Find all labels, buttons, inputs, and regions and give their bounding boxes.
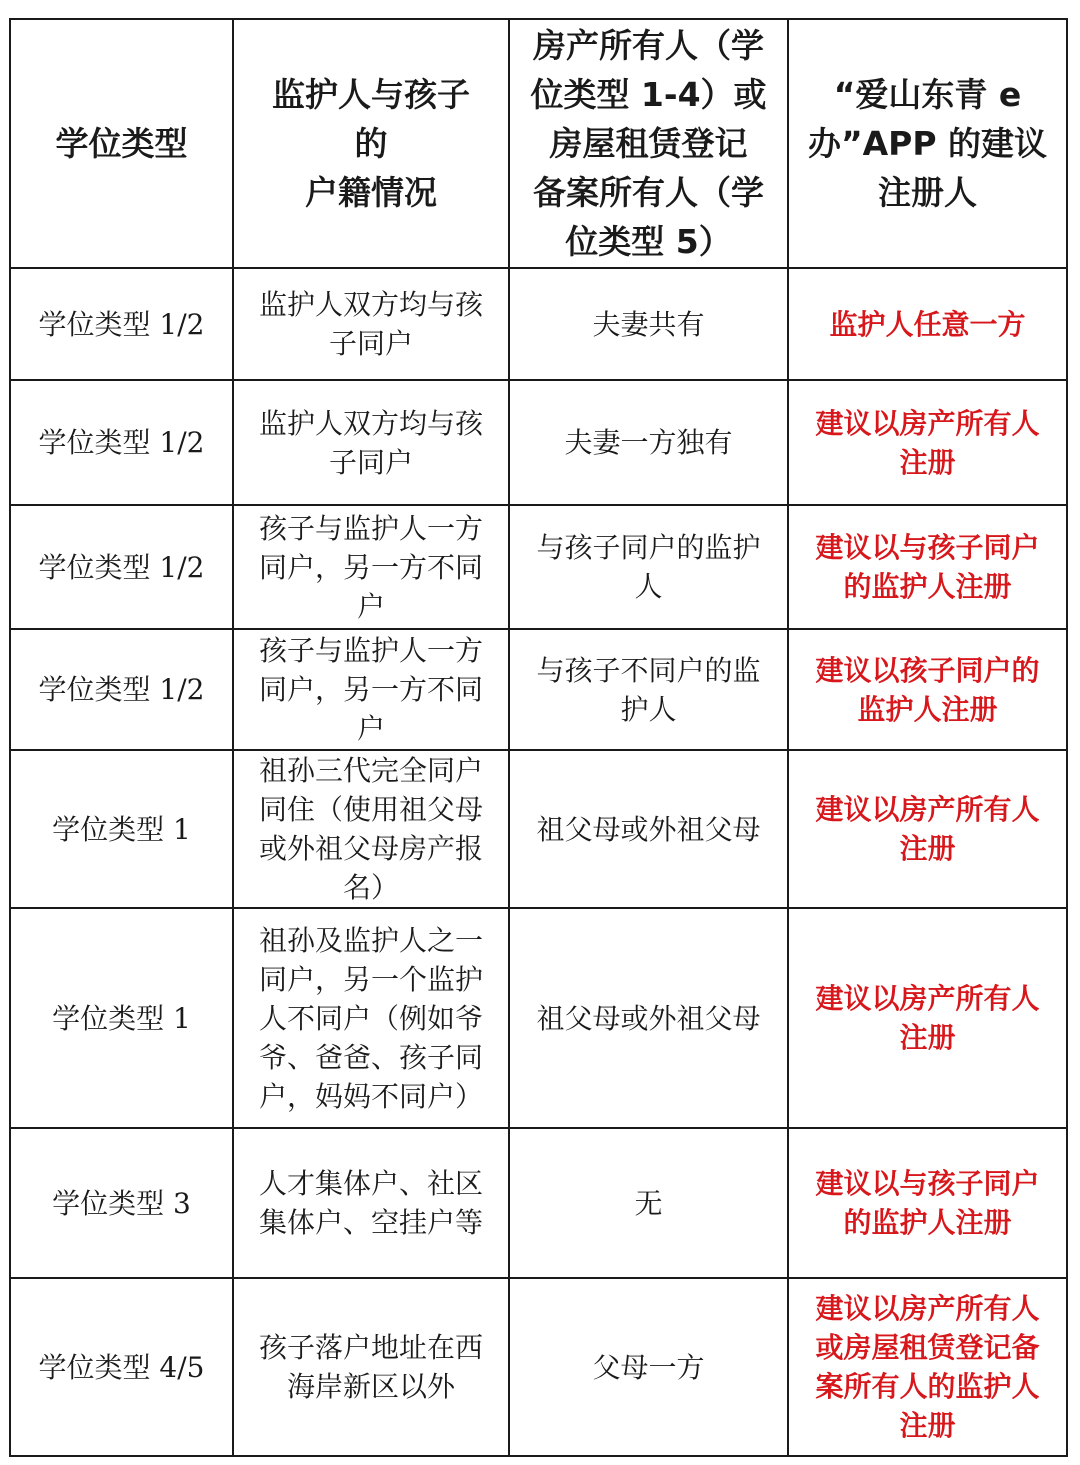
- cell-property-owner: 父母一方: [509, 1278, 788, 1456]
- cell-school-type: 学位类型 3: [10, 1128, 233, 1278]
- cell-school-type: 学位类型 1: [10, 750, 233, 908]
- cell-property-owner: 与孩子同户的监护 人: [509, 505, 788, 629]
- header-row: [10, 19, 1067, 268]
- table-row: [10, 629, 1067, 750]
- cell-household-status: 监护人双方均与孩 子同户: [233, 268, 509, 380]
- cell-school-type: 学位类型 1/2: [10, 505, 233, 629]
- cell-property-owner: 与孩子不同户的监 护人: [509, 629, 788, 750]
- cell-suggested-registrant: 建议以房产所有人 注册: [788, 750, 1067, 908]
- cell-household-status: 监护人双方均与孩 子同户: [233, 380, 509, 505]
- cell-household-status: 孩子与监护人一方 同户，另一方不同 户: [233, 629, 509, 750]
- table-row: [10, 380, 1067, 505]
- cell-property-owner: 祖父母或外祖父母: [509, 908, 788, 1128]
- cell-suggested-registrant: 建议以房产所有人 或房屋租赁登记备 案所有人的监护人 注册: [788, 1278, 1067, 1456]
- cell-household-status: 孩子与监护人一方 同户，另一方不同 户: [233, 505, 509, 629]
- cell-property-owner: 夫妻共有: [509, 268, 788, 380]
- cell-property-owner: 祖父母或外祖父母: [509, 750, 788, 908]
- cell-household-status: 人才集体户、社区 集体户、空挂户等: [233, 1128, 509, 1278]
- table-row: [10, 750, 1067, 908]
- cell-school-type: 学位类型 1/2: [10, 380, 233, 505]
- cell-household-status: 祖孙及监护人之一 同户，另一个监护 人不同户（例如爷 爷、爸爸、孩子同 户，妈妈不同户）: [233, 908, 509, 1128]
- header-property-owner: 房产所有人（学 位类型 1-4）或 房屋租赁登记 备案所有人（学 位类型 5）: [509, 19, 788, 268]
- registration-table: [9, 18, 1068, 1457]
- cell-household-status: 孩子落户地址在西 海岸新区以外: [233, 1278, 509, 1456]
- cell-school-type: 学位类型 1/2: [10, 268, 233, 380]
- cell-suggested-registrant: 建议以房产所有人 注册: [788, 380, 1067, 505]
- cell-school-type: 学位类型 1/2: [10, 629, 233, 750]
- cell-household-status: 祖孙三代完全同户 同住（使用祖父母 或外祖父母房产报 名）: [233, 750, 509, 908]
- cell-suggested-registrant: 建议以与孩子同户 的监护人注册: [788, 1128, 1067, 1278]
- cell-suggested-registrant: 监护人任意一方: [788, 268, 1067, 380]
- header-school-type: 学位类型: [10, 19, 233, 268]
- table-row: [10, 908, 1067, 1128]
- table-row: [10, 1128, 1067, 1278]
- header-suggested-registrant: “爱山东青 e 办”APP 的建议 注册人: [788, 19, 1067, 268]
- cell-property-owner: 无: [509, 1128, 788, 1278]
- cell-school-type: 学位类型 4/5: [10, 1278, 233, 1456]
- cell-suggested-registrant: 建议以房产所有人 注册: [788, 908, 1067, 1128]
- cell-suggested-registrant: 建议以与孩子同户 的监护人注册: [788, 505, 1067, 629]
- cell-property-owner: 夫妻一方独有: [509, 380, 788, 505]
- table-row: [10, 268, 1067, 380]
- cell-suggested-registrant: 建议以孩子同户的 监护人注册: [788, 629, 1067, 750]
- table-row: [10, 1278, 1067, 1456]
- cell-school-type: 学位类型 1: [10, 908, 233, 1128]
- header-household-status: 监护人与孩子 的 户籍情况: [233, 19, 509, 268]
- table-row: [10, 505, 1067, 629]
